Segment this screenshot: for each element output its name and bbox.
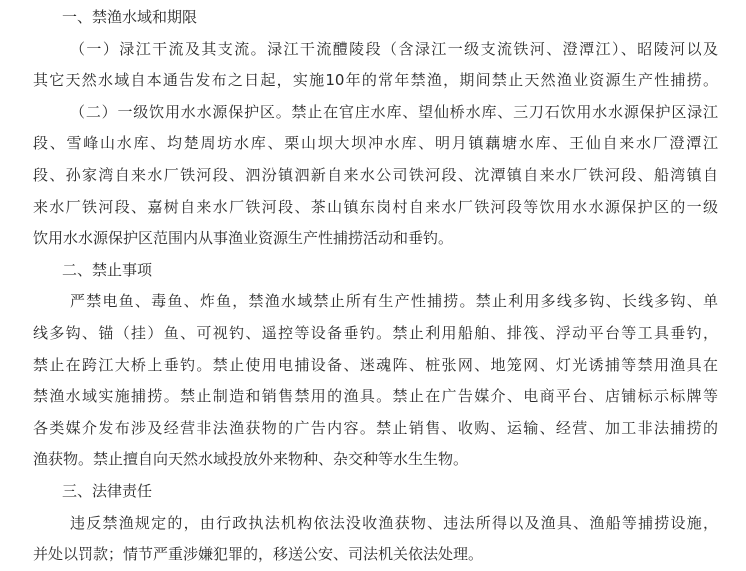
text-line: 并处以罚款；情节严重涉嫌犯罪的，移送公安、司法机关依法处理。 [33,545,484,564]
paragraph-water-source-protection [33,97,718,255]
section-heading-2: 二、禁止事项 [62,260,153,279]
text-line: 饮用水水源保护区范围内从事渔业资源生产性捕捞活动和垂钓。 [33,229,454,248]
text-line: 各类媒介发布涉及经营非法渔获物的广告内容。禁止销售、收购、运输、经营、加工非法捕捞的 [33,418,718,437]
text-line: 违反禁渔规定的，由行政执法机构依法没收渔获物、违法所得以及渔具、渔船等捕捞设施， [70,513,718,532]
text-line: 禁止在跨江大桥上垂钓。禁止使用电捕设备、迷魂阵、桩张网、地笼网、灯光诱捕等禁用渔具在 [33,355,718,374]
text-line: 渔获物。禁止擅自向天然水域投放外来物种、杂交种等水生生物。 [33,450,469,469]
paragraph-prohibitions [33,286,718,476]
section-heading-1: 一、禁渔水域和期限 [62,8,198,26]
text-line: 段、孙家湾自来水厂铁河段、泗汾镇泗新自来水公司铁河段、沈潭镇自来水厂铁河段、船湾镇自 [33,165,718,184]
text-line: 线多钩、锚（挂）鱼、可视钓、遥控等设备垂钓。禁止利用船舶、排筏、浮动平台等工具垂钓， [33,323,718,342]
text-line: 段、雪峰山水库、均楚周坊水库、栗山坝大坝冲水库、明月镇藕塘水库、王仙自来水厂澄潭江 [33,134,718,153]
text-line: 严禁电鱼、毒鱼、炸鱼，禁渔水域禁止所有生产性捕捞。禁止利用多线多钩、长线多钩、单 [70,292,718,311]
paragraph-legal-liability [33,508,718,571]
text-line: 禁渔水域实施捕捞。禁止制造和销售禁用的渔具。禁止在广告媒介、电商平台、店铺标示标牌等 [33,387,718,406]
text-line: （二）一级饮用水水源保护区。禁止在官庄水库、望仙桥水库、三刀石饮用水水源保护区渌江 [70,102,718,121]
text-line: 其它天然水域自本通告发布之日起，实施10年的常年禁渔，期间禁止天然渔业资源生产性捕捞。 [33,71,718,90]
text-line: （一）渌江干流及其支流。渌江干流醴陵段（含渌江一级支流铁河、澄潭江）、昭陵河以及 [70,39,718,58]
paragraph-waters-main-stream [33,34,718,97]
document-body [33,2,718,571]
text-line: 来水厂铁河段、嘉树自来水厂铁河段、茶山镇东岗村自来水厂铁河段等饮用水水源保护区的一级 [33,197,718,216]
section-heading-3: 三、法律责任 [62,481,153,500]
